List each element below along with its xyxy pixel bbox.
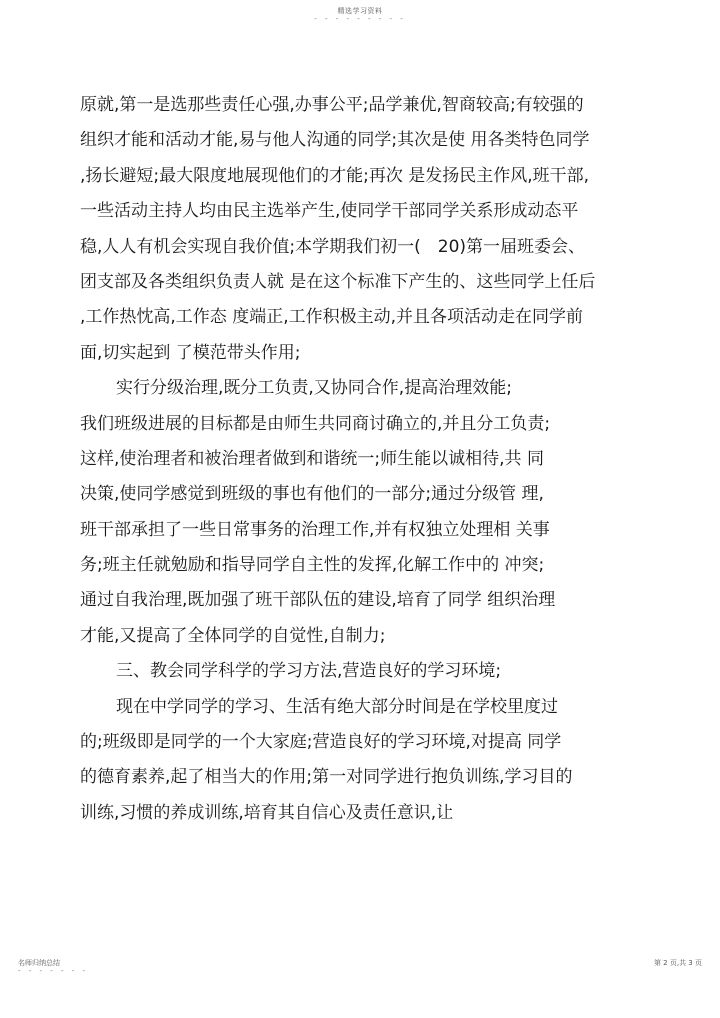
section-heading: 三、教会同学科学的学习方法,营造良好的学习环境; bbox=[116, 661, 502, 682]
text-line: 务;班主任就勉励和指导同学自主性的发挥,化解工作中的 冲突; bbox=[80, 555, 545, 576]
text-line: 原就,第一是选那些责任心强,办事公平;品学兼优,智商较高;有较强的 bbox=[80, 95, 584, 115]
text-line: 的德育素养,起了相当大的作用;第一对同学进行抱负训练,学习目的 bbox=[80, 767, 573, 788]
footer-label: 名师归纳总结 bbox=[18, 959, 60, 967]
text-line: 团支部及各类组织负责人就 是在这个标准下产生的、这些同学上任后 bbox=[80, 271, 596, 292]
text-line: ,工作热忱高,工作态 度端正,工作积极主动,并且各项活动走在同学前 bbox=[80, 307, 584, 328]
text-line: 班干部承担了一些日常事务的治理工作,并有权独立处理相 关事 bbox=[80, 519, 550, 540]
text-line: 一些活动主持人均由民主选举产生,使同学干部同学关系形成动态平 bbox=[80, 201, 579, 222]
text-line: 才能,又提高了全体同学的自觉性,自制力; bbox=[80, 625, 386, 646]
text-line: 稳,人人有机会实现自我价值;本学期我们初一( 20)第一届班委会、 bbox=[80, 236, 586, 257]
text-line: 通过自我治理,既加强了班干部队伍的建设,培育了同学 组织治理 bbox=[80, 590, 556, 611]
text-line: 决策,使同学感觉到班级的事也有他们的一部分;通过分级管 理, bbox=[80, 484, 544, 505]
paragraph-start: 现在中学同学的学习、生活有绝大部分时间是在学校里度过 bbox=[116, 696, 558, 717]
text-line: ,扬长避短;最大限度地展现他们的才能;再次 是发扬民主作风,班干部, bbox=[80, 165, 590, 186]
footer-dashes: - - - - - - - bbox=[18, 967, 89, 975]
header-dashes: - - - - - - - - - bbox=[314, 15, 406, 23]
text-line: 组织才能和活动才能,易与他人沟通的同学;其次是使 用各类特色同学 bbox=[80, 130, 590, 151]
text-line: 这样,使治理者和被治理者做到和谐统一;师生能以诚相待,共 同 bbox=[80, 448, 544, 469]
page-indicator: 第 2 页,共 3 页 bbox=[653, 959, 702, 967]
text-line: 我们班级进展的目标都是由师生共同商讨确立的,并且分工负责; bbox=[80, 413, 551, 434]
document-body bbox=[80, 88, 620, 831]
text-line: 训练,习惯的养成训练,培育其自信心及责任意识,让 bbox=[80, 802, 454, 823]
text-line: 的;班级即是同学的一个大家庭;营造良好的学习环境,对提高 同学 bbox=[80, 732, 562, 753]
paragraph-heading: 实行分级治理,既分工负责,又协同合作,提高治理效能; bbox=[116, 378, 512, 399]
header-label: 精选学习资料 bbox=[337, 7, 383, 15]
text-line: 面,切实起到 了模范带头作用; bbox=[80, 342, 301, 363]
